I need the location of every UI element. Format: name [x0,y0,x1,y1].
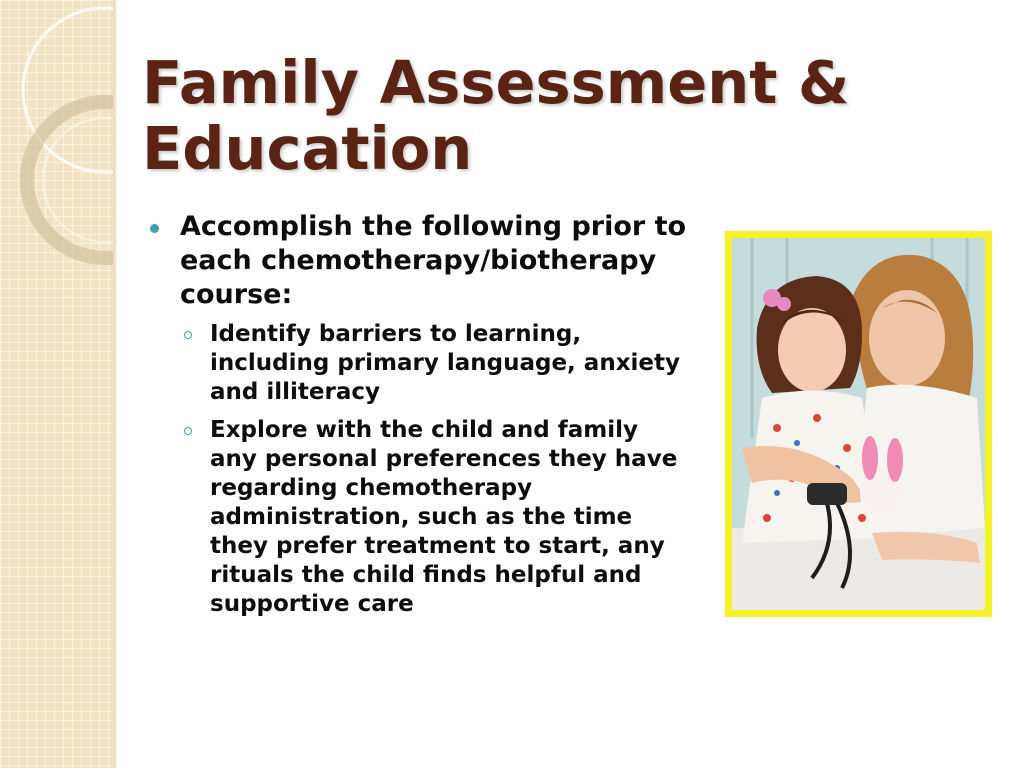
sub-bullet-ring-icon [184,427,192,435]
sub-bullet-list [148,320,688,619]
sub-bullet-item [180,416,688,619]
bullet-dot-icon [150,224,159,233]
slide-title: Family Assessment & Education [142,48,850,183]
bullet-item [148,210,688,312]
sub-bullet-text: Identify barriers to learning, including primary language, anxiety and illiteracy [210,321,681,405]
photo-illustration [732,238,985,610]
bullet-text: Accomplish the following prior to each chemotherapy/biotherapy course: [180,211,687,310]
sub-bullet-ring-icon [184,331,192,339]
decorative-circles [0,0,113,768]
slide-content [148,210,688,628]
side-panel-edge [113,0,117,768]
sub-bullet-text: Explore with the child and family any personal preferences they have regarding chemotherapy administration, such as the time they prefer treatment to start, any rituals the child finds helpful and supportive care [210,417,678,617]
decorative-side-panel [0,0,113,768]
sub-bullet-item [180,320,688,407]
photo-child-and-mother [725,231,992,617]
